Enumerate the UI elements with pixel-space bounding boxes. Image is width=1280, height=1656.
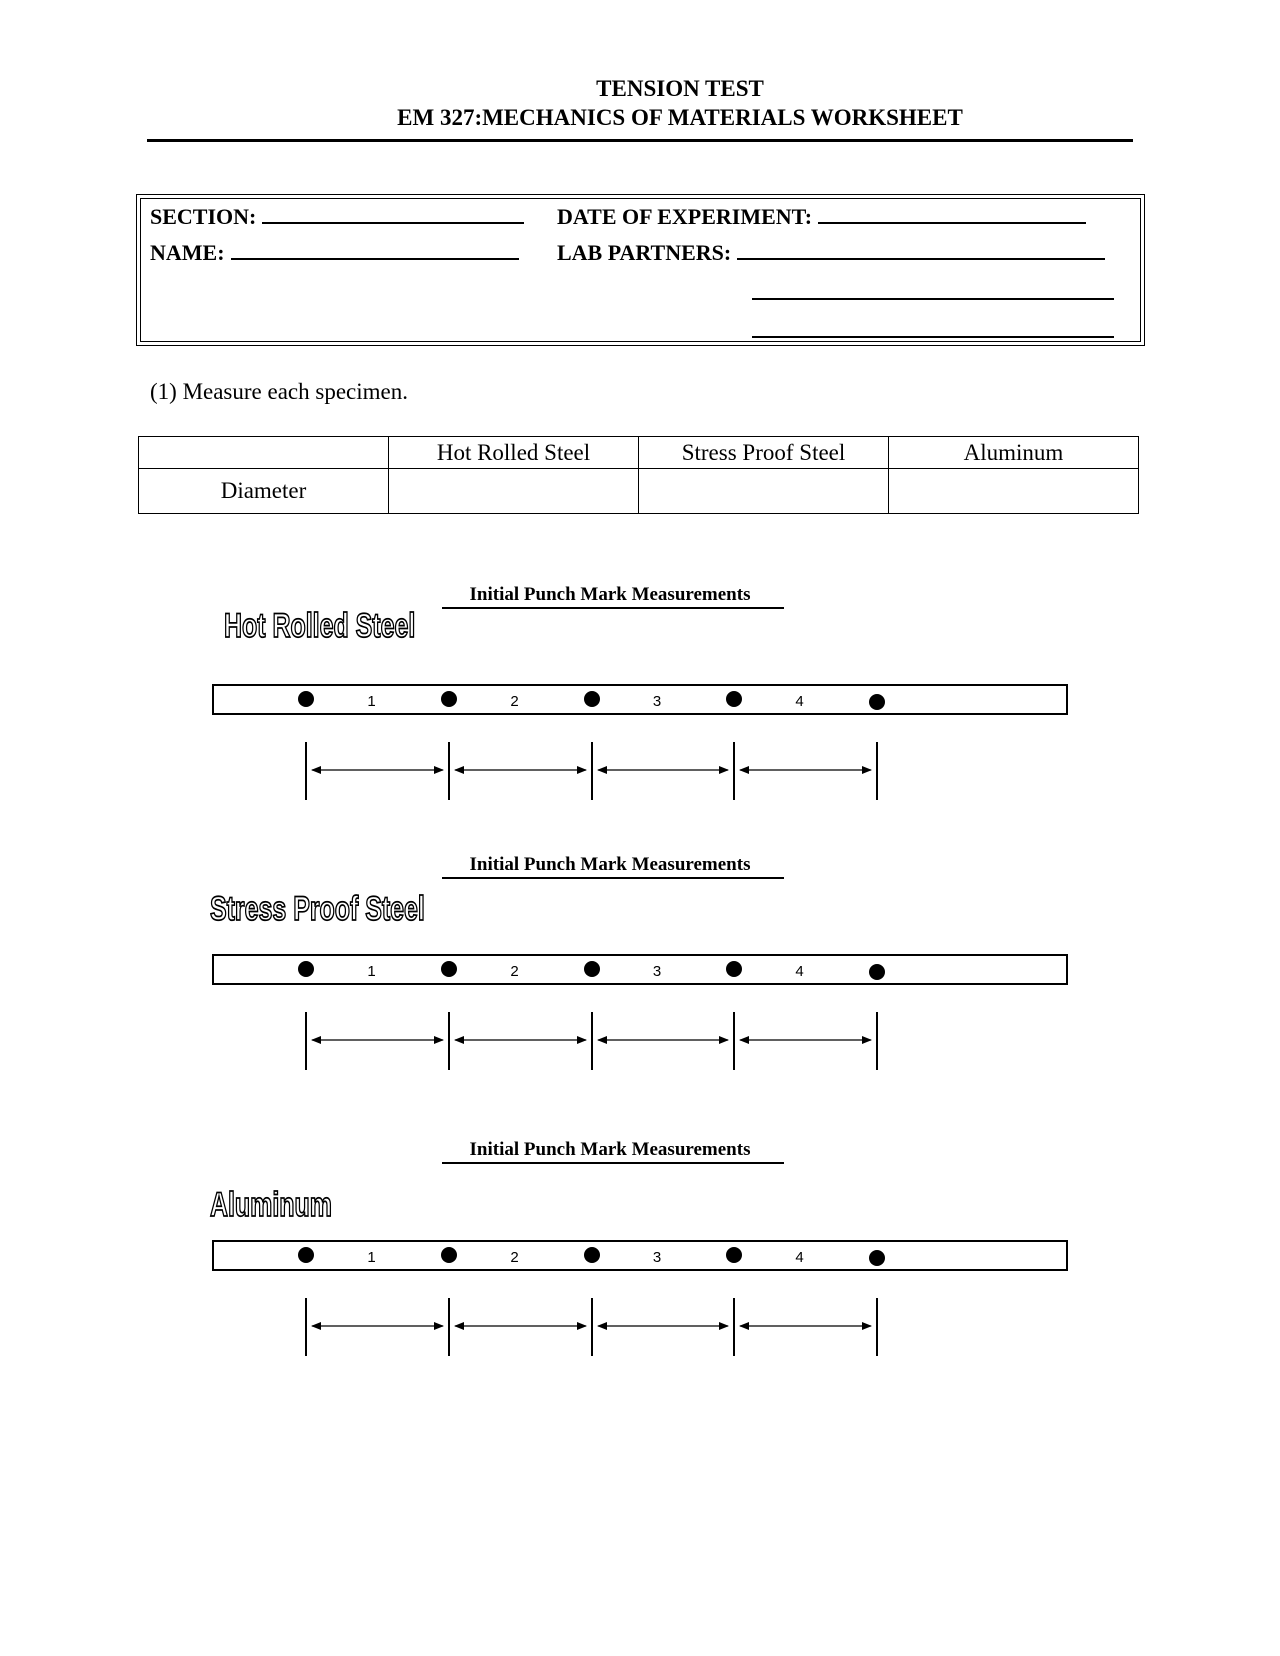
- punch-mark-dot: [441, 1247, 457, 1263]
- punch-mark-dot: [869, 964, 885, 980]
- punch-mark-dot: [869, 1250, 885, 1266]
- diagram-heading: Initial Punch Mark Measurements: [469, 584, 751, 605]
- specimen-diagram-1: [213, 584, 1067, 800]
- section-label: SECTION:: [150, 204, 257, 229]
- segment-number: 4: [795, 963, 804, 980]
- punch-mark-dot: [298, 1247, 314, 1263]
- segment-number: 2: [510, 1249, 519, 1266]
- specimen-diagram-2: [210, 854, 1067, 1070]
- table-header-cell: Aluminum: [889, 437, 1139, 469]
- date-label: DATE OF EXPERIMENT:: [557, 204, 813, 229]
- partners-label: LAB PARTNERS:: [557, 240, 732, 265]
- worksheet-title: TENSION TEST: [596, 76, 764, 101]
- specimen-name-label: Stress Proof Steel: [210, 890, 425, 929]
- step-1-instruction: (1) Measure each specimen.: [150, 379, 408, 404]
- specimen-bar: [213, 955, 1067, 984]
- segment-number: 1: [367, 963, 376, 980]
- specimen-bar: [213, 1241, 1067, 1270]
- row-label-diameter: Diameter: [139, 469, 389, 514]
- punch-mark-dot: [726, 691, 742, 707]
- name-label: NAME:: [150, 240, 225, 265]
- punch-mark-dot: [869, 694, 885, 710]
- specimen-name-label: Hot Rolled Steel: [224, 607, 416, 646]
- segment-number: 4: [795, 1249, 804, 1266]
- punch-mark-dot: [298, 961, 314, 977]
- punch-mark-dot: [584, 961, 600, 977]
- specimen-bar: [213, 685, 1067, 714]
- specimen-diagram-3: [210, 1139, 1067, 1356]
- punch-mark-dot: [298, 691, 314, 707]
- table-header-cell: Hot Rolled Steel: [389, 437, 639, 469]
- punch-mark-dot: [584, 1247, 600, 1263]
- segment-number: 1: [367, 1249, 376, 1266]
- segment-number: 3: [652, 1249, 662, 1266]
- segment-number: 3: [652, 693, 662, 710]
- punch-mark-dot: [441, 961, 457, 977]
- punch-mark-dot: [726, 961, 742, 977]
- segment-number: 2: [510, 693, 519, 710]
- diagram-heading: Initial Punch Mark Measurements: [469, 854, 751, 875]
- segment-number: 1: [367, 693, 376, 710]
- specimen-name-label: Aluminum: [210, 1186, 332, 1225]
- diagram-heading: Initial Punch Mark Measurements: [469, 1139, 751, 1160]
- segment-number: 3: [652, 963, 662, 980]
- segment-number: 4: [795, 693, 804, 710]
- punch-mark-dot: [726, 1247, 742, 1263]
- worksheet-subtitle: EM 327:MECHANICS OF MATERIALS WORKSHEET: [397, 105, 963, 130]
- segment-number: 2: [510, 963, 519, 980]
- punch-mark-dot: [584, 691, 600, 707]
- table-header-cell: Stress Proof Steel: [639, 437, 889, 469]
- punch-mark-dot: [441, 691, 457, 707]
